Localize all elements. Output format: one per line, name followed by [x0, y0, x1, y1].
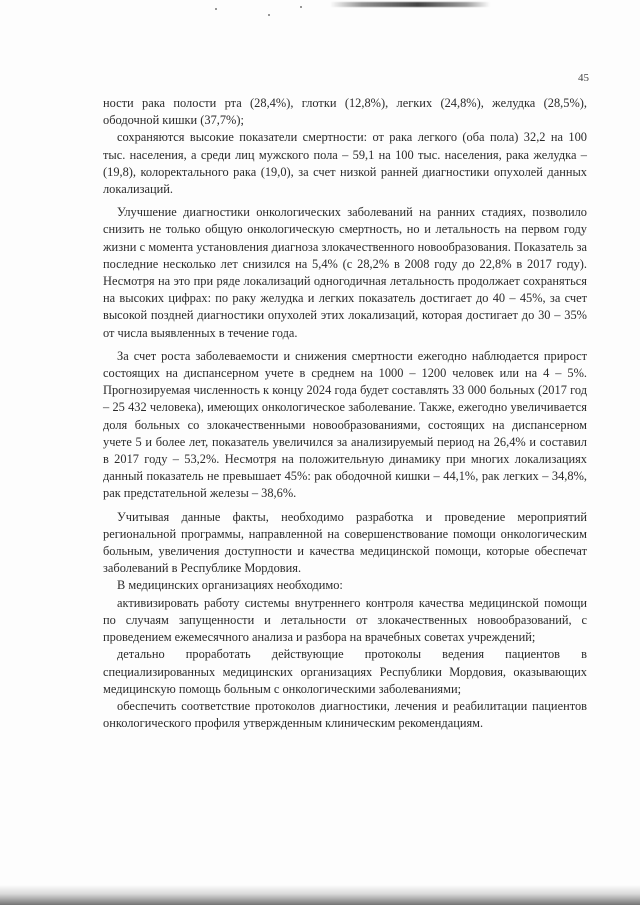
- scan-speck: [215, 8, 217, 10]
- paragraph: В медицинских организациях необходимо:: [117, 578, 343, 593]
- scan-artifact-bottom: [0, 885, 640, 905]
- scan-speck: [268, 14, 270, 16]
- list-item: активизировать работу системы внутреннего контроля качества медицинской помощи по случаям запущенности и летальности от злокачественных новообразований, с проведением ежемесячного анализа и разбора на врачебных советах учреждений;: [103, 595, 587, 645]
- paragraph: сохраняются высокие показатели смертности: от рака легкого (оба пола) 32,2 на 100 тыс. населения, а среди лиц мужского пола – 59,1 на 100 тыс. населения, рака желудка – (19,8), колоректального рака (19,0), за счет низкой ранней диагностики опухолей данных локализаций.: [103, 130, 587, 197]
- list-item: детально проработать действующие протоколы ведения пациентов в специализированных медицинских организациях Республики Мордовия, оказывающих медицинскую помощь больным с онкологическими заболеваниями;: [103, 647, 587, 696]
- paragraph: ности рака полости рта (28,4%), глотки (12,8%), легких (24,8%), желудка (28,5%), ободочной кишки (37,7%);: [103, 96, 587, 128]
- paragraph: За счет роста заболеваемости и снижения смертности ежегодно наблюдается прирост состоящих на диспансерном учете в среднем на 1000 – 1200 человек или на 4 – 5%. Прогнозируемая численность к концу 2024 года будет составлять 33 000 больных (2017 год – 25 432 человека), имеющих онкологическое заболевание. Также, ежегодно увеличивается доля больных со злокачественными новообразованиями, состоящих на диспансерном учете 5 и более лет, показатель увеличился за анализируемый период на 26,4% и составил в 2017 году – 53,2%. Несмотря на положительную динамику при многих локализациях данный показатель не превышает 45%: рак ободочной кишки – 44,1%, рак легких – 34,8%, рак предстательной железы – 38,6%.: [103, 348, 587, 501]
- body-text: [103, 95, 587, 732]
- paragraph: Учитывая данные факты, необходимо разработка и проведение мероприятий региональной программы, направленной на совершенствование помощи онкологическим больным, увеличения доступности и качества медицинской помощи, которые обеспечат заболеваний в Республике Мордовия.: [103, 509, 587, 576]
- scan-artifact-top: [330, 2, 490, 7]
- page-number: 45: [578, 72, 589, 84]
- scan-speck: [300, 6, 302, 8]
- list-item: обеспечить соответствие протоколов диагностики, лечения и реабилитации пациентов онкологического профиля утвержденным клиническим рекомендациям.: [103, 698, 587, 731]
- paragraph: Улучшение диагностики онкологических заболеваний на ранних стадиях, позволило снизить не только общую онкологическую смертность, но и летальность на первом году жизни с момента установления диагноза злокачественного новообразования. Показатель за последние несколько лет снизился на 5,4% (с 28,2% в 2008 году до 22,8% в 2017 году). Несмотря на это при ряде локализаций одногодичная летальность продолжает сохраняться на высоких цифрах: по раку желудка и легких показатель достигает до 40 – 45%, за счет высокой поздней диагностики опухолей этих локализаций, которая достигает до 30 – 35% от числа выявленных в течение года.: [103, 205, 587, 340]
